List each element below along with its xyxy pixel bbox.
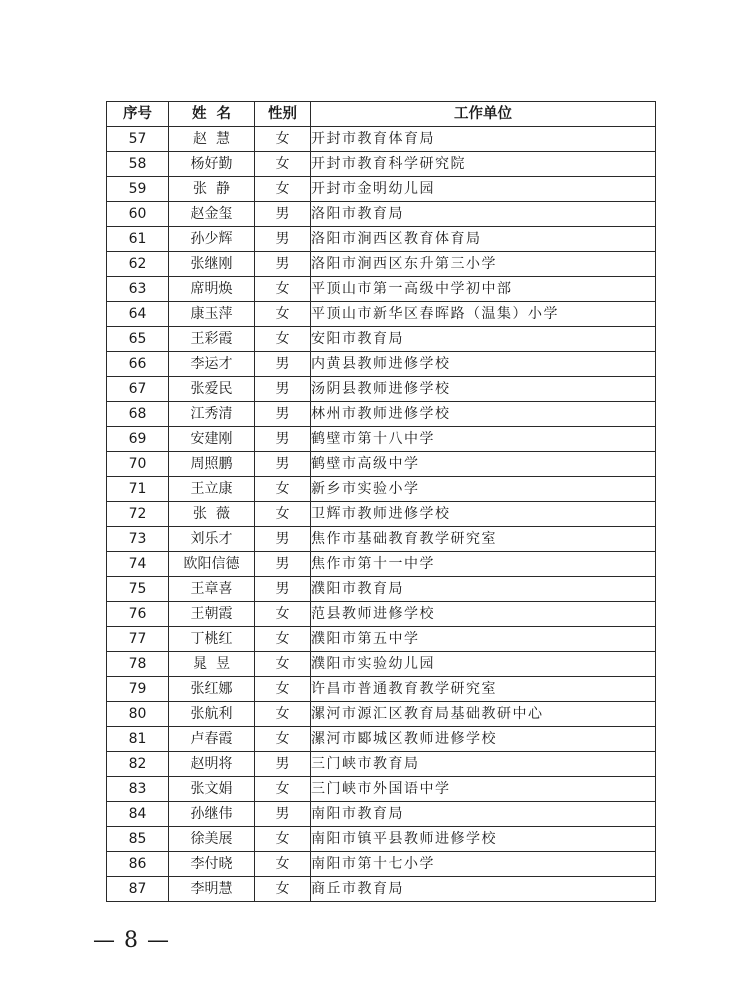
table-row (107, 727, 656, 752)
row-work-unit: 焦作市基础教育教学研究室 (311, 527, 656, 552)
row-name: 王彩霞 (169, 327, 255, 352)
row-name: 周照鹏 (169, 452, 255, 477)
row-number: 76 (107, 602, 169, 627)
row-gender: 女 (255, 302, 311, 327)
row-number: 66 (107, 352, 169, 377)
table-row (107, 652, 656, 677)
row-work-unit: 汤阴县教师进修学校 (311, 377, 656, 402)
row-number: 69 (107, 427, 169, 452)
row-gender: 女 (255, 702, 311, 727)
row-name: 徐美展 (169, 827, 255, 852)
row-gender: 男 (255, 527, 311, 552)
table-row (107, 377, 656, 402)
row-gender: 女 (255, 277, 311, 302)
row-gender: 男 (255, 227, 311, 252)
table-row (107, 752, 656, 777)
row-work-unit: 洛阳市涧西区东升第三小学 (311, 252, 656, 277)
row-work-unit: 平顶山市新华区春晖路（温集）小学 (311, 302, 656, 327)
row-number: 70 (107, 452, 169, 477)
row-name: 赵明将 (169, 752, 255, 777)
row-number: 79 (107, 677, 169, 702)
row-work-unit: 开封市教育科学研究院 (311, 152, 656, 177)
row-gender: 女 (255, 177, 311, 202)
row-work-unit: 开封市教育体育局 (311, 127, 656, 152)
row-gender: 女 (255, 602, 311, 627)
roster-table-header (107, 102, 656, 127)
table-row (107, 302, 656, 327)
row-gender: 女 (255, 152, 311, 177)
row-gender: 男 (255, 752, 311, 777)
row-work-unit: 焦作市第十一中学 (311, 552, 656, 577)
row-name: 张红娜 (169, 677, 255, 702)
row-number: 68 (107, 402, 169, 427)
row-number: 82 (107, 752, 169, 777)
row-number: 72 (107, 502, 169, 527)
row-work-unit: 开封市金明幼儿园 (311, 177, 656, 202)
row-number: 84 (107, 802, 169, 827)
table-row (107, 352, 656, 377)
row-name: 孙少辉 (169, 227, 255, 252)
row-work-unit: 濮阳市实验幼儿园 (311, 652, 656, 677)
table-row (107, 252, 656, 277)
table-row (107, 277, 656, 302)
table-row (107, 677, 656, 702)
row-name: 张 静 (169, 177, 255, 202)
row-number: 61 (107, 227, 169, 252)
table-row (107, 502, 656, 527)
row-number: 86 (107, 852, 169, 877)
row-work-unit: 鹤壁市高级中学 (311, 452, 656, 477)
row-gender: 女 (255, 727, 311, 752)
row-work-unit: 内黄县教师进修学校 (311, 352, 656, 377)
row-name: 晁 昱 (169, 652, 255, 677)
header-gender: 性别 (255, 102, 311, 127)
table-row (107, 777, 656, 802)
row-name: 杨好勤 (169, 152, 255, 177)
header-name: 姓 名 (169, 102, 255, 127)
row-gender: 男 (255, 202, 311, 227)
row-number: 75 (107, 577, 169, 602)
header-unit: 工作单位 (311, 102, 656, 127)
table-row (107, 327, 656, 352)
row-number: 73 (107, 527, 169, 552)
row-gender: 女 (255, 677, 311, 702)
roster-table-body (107, 127, 656, 902)
row-name: 赵金玺 (169, 202, 255, 227)
table-row (107, 552, 656, 577)
table-row (107, 177, 656, 202)
row-name: 李明慧 (169, 877, 255, 902)
table-row (107, 227, 656, 252)
row-gender: 男 (255, 252, 311, 277)
row-number: 78 (107, 652, 169, 677)
row-gender: 男 (255, 352, 311, 377)
row-number: 87 (107, 877, 169, 902)
row-work-unit: 洛阳市涧西区教育体育局 (311, 227, 656, 252)
row-number: 80 (107, 702, 169, 727)
row-gender: 女 (255, 502, 311, 527)
row-name: 卢春霞 (169, 727, 255, 752)
row-work-unit: 卫辉市教师进修学校 (311, 502, 656, 527)
row-work-unit: 南阳市第十七小学 (311, 852, 656, 877)
row-name: 张文娟 (169, 777, 255, 802)
table-row (107, 602, 656, 627)
header-number: 序号 (107, 102, 169, 127)
page-number: — 8 — (93, 928, 170, 953)
row-gender: 女 (255, 627, 311, 652)
row-gender: 男 (255, 452, 311, 477)
row-work-unit: 林州市教师进修学校 (311, 402, 656, 427)
row-gender: 女 (255, 652, 311, 677)
row-number: 59 (107, 177, 169, 202)
row-name: 刘乐才 (169, 527, 255, 552)
row-number: 60 (107, 202, 169, 227)
row-name: 孙继伟 (169, 802, 255, 827)
row-gender: 女 (255, 827, 311, 852)
row-name: 丁桃红 (169, 627, 255, 652)
row-work-unit: 安阳市教育局 (311, 327, 656, 352)
row-name: 席明焕 (169, 277, 255, 302)
row-number: 63 (107, 277, 169, 302)
row-number: 65 (107, 327, 169, 352)
row-name: 江秀清 (169, 402, 255, 427)
roster-table (106, 101, 656, 902)
row-number: 74 (107, 552, 169, 577)
row-work-unit: 濮阳市第五中学 (311, 627, 656, 652)
row-name: 康玉萍 (169, 302, 255, 327)
row-name: 李付晓 (169, 852, 255, 877)
table-row (107, 152, 656, 177)
row-gender: 男 (255, 427, 311, 452)
row-gender: 女 (255, 127, 311, 152)
row-work-unit: 鹤壁市第十八中学 (311, 427, 656, 452)
table-row (107, 877, 656, 902)
table-row (107, 452, 656, 477)
row-work-unit: 新乡市实验小学 (311, 477, 656, 502)
row-number: 64 (107, 302, 169, 327)
row-work-unit: 平顶山市第一高级中学初中部 (311, 277, 656, 302)
row-number: 67 (107, 377, 169, 402)
row-name: 安建刚 (169, 427, 255, 452)
row-name: 王朝霞 (169, 602, 255, 627)
row-work-unit: 商丘市教育局 (311, 877, 656, 902)
row-work-unit: 漯河市郾城区教师进修学校 (311, 727, 656, 752)
table-row (107, 477, 656, 502)
row-work-unit: 三门峡市外国语中学 (311, 777, 656, 802)
table-row (107, 702, 656, 727)
row-number: 77 (107, 627, 169, 652)
row-number: 57 (107, 127, 169, 152)
row-gender: 女 (255, 852, 311, 877)
row-name: 李运才 (169, 352, 255, 377)
row-work-unit: 洛阳市教育局 (311, 202, 656, 227)
row-number: 62 (107, 252, 169, 277)
table-row (107, 527, 656, 552)
row-gender: 男 (255, 577, 311, 602)
row-number: 81 (107, 727, 169, 752)
row-number: 83 (107, 777, 169, 802)
row-gender: 男 (255, 377, 311, 402)
row-name: 张航利 (169, 702, 255, 727)
row-work-unit: 漯河市源汇区教育局基础教研中心 (311, 702, 656, 727)
row-work-unit: 南阳市镇平县教师进修学校 (311, 827, 656, 852)
header-row (107, 102, 656, 127)
table-row (107, 402, 656, 427)
row-work-unit: 南阳市教育局 (311, 802, 656, 827)
row-gender: 男 (255, 802, 311, 827)
row-gender: 女 (255, 327, 311, 352)
row-name: 张继刚 (169, 252, 255, 277)
row-name: 王章喜 (169, 577, 255, 602)
table-row (107, 202, 656, 227)
row-work-unit: 范县教师进修学校 (311, 602, 656, 627)
row-name: 张爱民 (169, 377, 255, 402)
table-row (107, 577, 656, 602)
table-row (107, 427, 656, 452)
table-row (107, 802, 656, 827)
row-gender: 女 (255, 477, 311, 502)
row-gender: 女 (255, 877, 311, 902)
row-gender: 男 (255, 402, 311, 427)
row-number: 58 (107, 152, 169, 177)
row-work-unit: 濮阳市教育局 (311, 577, 656, 602)
row-work-unit: 三门峡市教育局 (311, 752, 656, 777)
table-row (107, 827, 656, 852)
row-work-unit: 许昌市普通教育教学研究室 (311, 677, 656, 702)
row-number: 85 (107, 827, 169, 852)
table-row (107, 127, 656, 152)
row-number: 71 (107, 477, 169, 502)
row-name: 欧阳信德 (169, 552, 255, 577)
row-name: 张 薇 (169, 502, 255, 527)
row-name: 王立康 (169, 477, 255, 502)
row-name: 赵 慧 (169, 127, 255, 152)
table-row (107, 852, 656, 877)
row-gender: 男 (255, 552, 311, 577)
row-gender: 女 (255, 777, 311, 802)
table-row (107, 627, 656, 652)
